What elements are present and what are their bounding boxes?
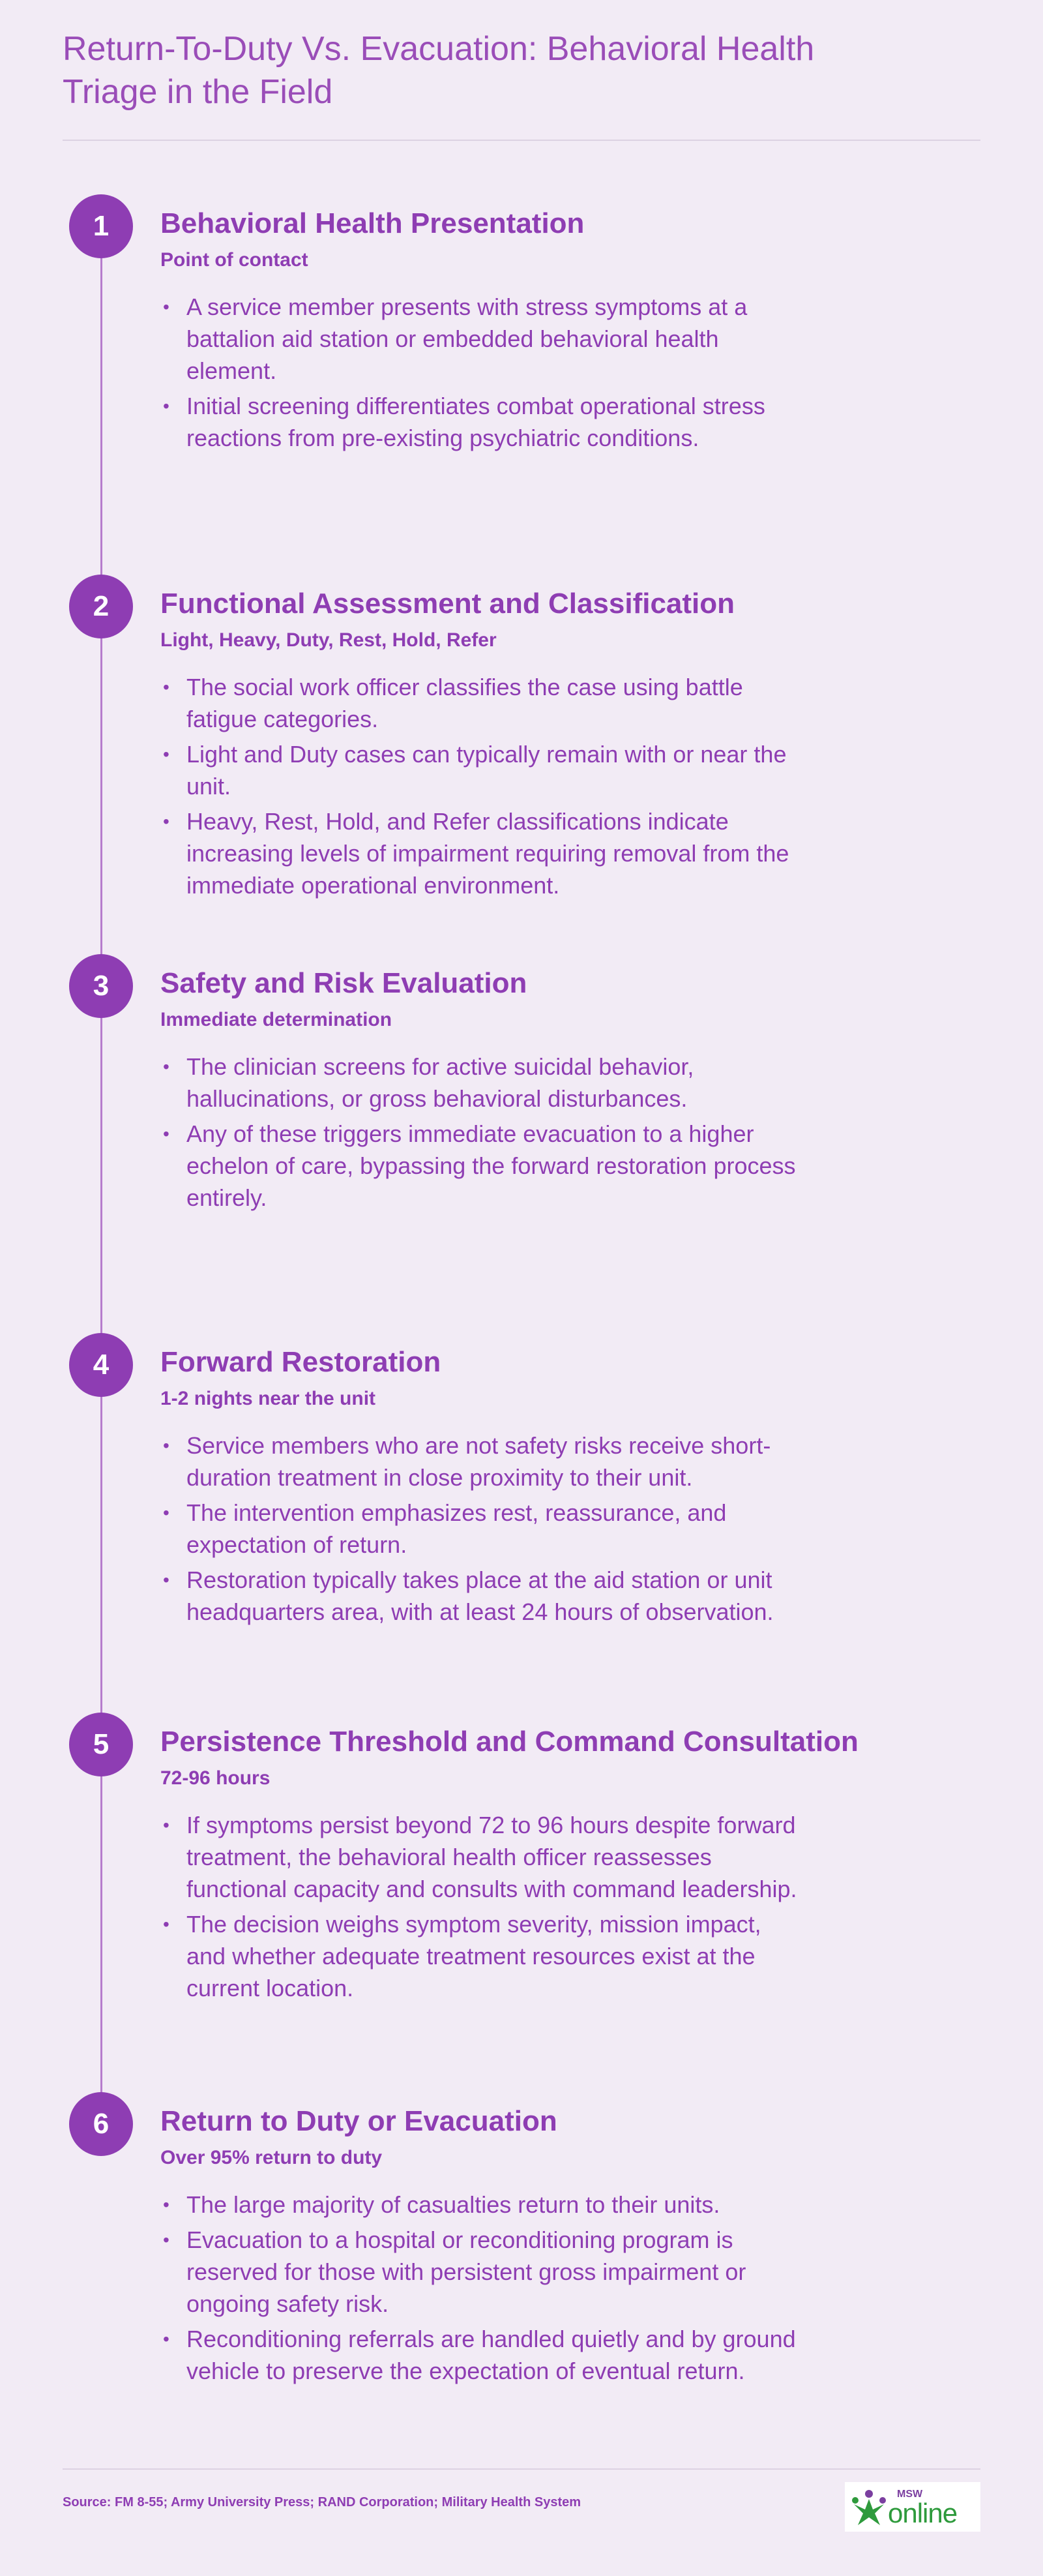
- step-title: Persistence Threshold and Command Consultation: [160, 1726, 859, 1758]
- step-subtitle: 72-96 hours: [160, 1767, 271, 1789]
- bullet-item: • Evacuation to a hospital or reconditioning program is reserved for those with persistent gross impairment or ongoing safety risk.: [160, 2224, 799, 2320]
- bullet-item: • Initial screening differentiates combat operational stress reactions from pre-existing psychiatric conditions.: [160, 390, 799, 454]
- step-bullet-list: [160, 1051, 799, 1217]
- step-number-badge: 6: [69, 2092, 133, 2156]
- page-title: Return-To-Duty Vs. Evacuation: Behavioral Health Triage in the Field: [63, 30, 815, 111]
- bullet-item: • The social work officer classifies the case using battle fatigue categories.: [160, 671, 799, 735]
- step-number-badge: 1: [69, 194, 133, 258]
- logo-text-big: online: [888, 2498, 958, 2528]
- step-bullet-list: [160, 671, 799, 905]
- msw-online-logo[interactable]: [845, 2482, 980, 2532]
- bullet-item: • Restoration typically takes place at the aid station or unit headquarters area, with at least 24 hours of observation.: [160, 1564, 799, 1628]
- step-number-badge: 3: [69, 954, 133, 1018]
- footer-divider: [63, 2468, 980, 2470]
- bullet-item: • A service member presents with stress symptoms at a battalion aid station or embedded behavioral health element.: [160, 291, 799, 387]
- step-subtitle: Over 95% return to duty: [160, 2147, 383, 2168]
- step-bullet-list: [160, 291, 799, 457]
- timeline-line: [100, 228, 102, 2126]
- bullet-item: • Reconditioning referrals are handled quietly and by ground vehicle to preserve the expectation of eventual return.: [160, 2323, 799, 2387]
- step-number-badge: 2: [69, 575, 133, 638]
- step-title: Behavioral Health Presentation: [160, 207, 585, 239]
- bullet-item: • The large majority of casualties return to their units.: [160, 2189, 799, 2221]
- bullet-item: • The intervention emphasizes rest, reassurance, and expectation of return.: [160, 1497, 799, 1561]
- bullet-item: • Light and Duty cases can typically remain with or near the unit.: [160, 738, 799, 802]
- star-people-icon: [846, 2485, 892, 2530]
- source-citation: Source: FM 8-55; Army University Press; RAND Corporation; Military Health System: [63, 2495, 581, 2509]
- step-bullet-list: [160, 1809, 799, 2007]
- step-subtitle: Light, Heavy, Duty, Rest, Hold, Refer: [160, 629, 497, 651]
- bullet-item: • Service members who are not safety risks receive short-duration treatment in close proximity to their unit.: [160, 1430, 799, 1493]
- bullet-item: • The clinician screens for active suicidal behavior, hallucinations, or gross behavioral disturbances.: [160, 1051, 799, 1115]
- step-title: Safety and Risk Evaluation: [160, 967, 527, 999]
- step-subtitle: Point of contact: [160, 249, 308, 271]
- step-number-badge: 5: [69, 1713, 133, 1776]
- step-title: Return to Duty or Evacuation: [160, 2105, 557, 2137]
- step-number-badge: 4: [69, 1333, 133, 1397]
- bullet-item: • Heavy, Rest, Hold, and Refer classifications indicate increasing levels of impairment requiring removal from the immediate operational environment.: [160, 805, 799, 901]
- step-bullet-list: [160, 1430, 799, 1631]
- step-title: Functional Assessment and Classification: [160, 588, 735, 620]
- step-subtitle: 1-2 nights near the unit: [160, 1388, 376, 1409]
- bullet-item: • If symptoms persist beyond 72 to 96 hours despite forward treatment, the behavioral health officer reassesses functional capacity and consults with command leadership.: [160, 1809, 799, 1905]
- bullet-item: • The decision weighs symptom severity, mission impact, and whether adequate treatment resources exist at the current location.: [160, 1908, 799, 2004]
- title-divider: [63, 140, 980, 141]
- step-bullet-list: [160, 2189, 799, 2390]
- step-title: Forward Restoration: [160, 1346, 441, 1378]
- bullet-item: • Any of these triggers immediate evacuation to a higher echelon of care, bypassing the forward restoration process entirely.: [160, 1118, 799, 1214]
- logo-text-small: MSW: [897, 2489, 923, 2500]
- step-subtitle: Immediate determination: [160, 1009, 392, 1030]
